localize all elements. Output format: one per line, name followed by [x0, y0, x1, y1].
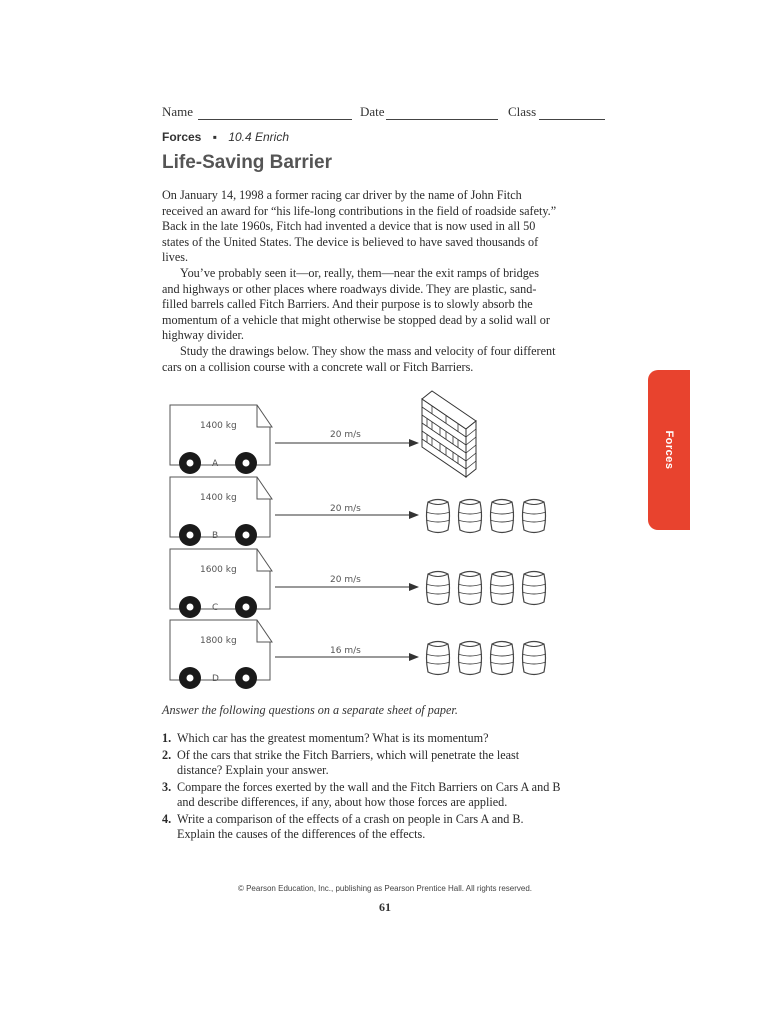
car-b-barrier-4	[522, 500, 546, 533]
car-d-truck-drawing	[170, 620, 272, 689]
car-c-barrier-1	[426, 572, 450, 605]
chapter-name: Forces	[162, 130, 202, 144]
date-label: Date	[360, 104, 385, 119]
car-a-mass: 1400 kg	[200, 421, 237, 431]
car-d	[170, 620, 546, 689]
question-item	[162, 731, 562, 747]
question-text: Write a comparison of the effects of a crash on people in Cars A and B. Explain the causes of the differences of the effects.	[177, 811, 524, 841]
question-number: 4.	[162, 811, 172, 826]
car-b-velocity: 20 m/s	[330, 504, 361, 514]
car-c	[170, 549, 546, 618]
paragraph-2: You’ve probably seen it—or, really, them—near the exit ramps of bridges and highways or other places where roadways divide. They are plastic, sand-filled barrels called Fitch Barriers. And their purpose is to slowly absorb the momentum of a vehicle that might otherwise be stopped dead by a solid wall or highway divider.	[162, 266, 550, 343]
collision-diagram	[160, 385, 560, 690]
instructions: Answer the following questions on a separate sheet of paper.	[162, 703, 458, 717]
car-a-truck-drawing	[170, 405, 272, 474]
question-text: Compare the forces exerted by the wall and the Fitch Barriers on Cars A and B and describe differences, if any, about how those forces are applied.	[177, 779, 561, 809]
car-c-truck-drawing	[170, 549, 272, 618]
car-c-barrier-4	[522, 572, 546, 605]
car-a-label: A	[212, 459, 219, 469]
car-d-barrier-1	[426, 642, 450, 675]
car-d-label: D	[212, 674, 219, 684]
car-d-barrier-4	[522, 642, 546, 675]
worksheet-header	[162, 104, 607, 124]
separator-bullet: ▪	[212, 130, 217, 144]
car-b-truck-drawing	[170, 477, 272, 546]
question-list	[162, 731, 562, 844]
car-d-mass: 1800 kg	[200, 636, 237, 646]
class-label: Class	[508, 104, 537, 119]
topic-line	[162, 130, 289, 144]
question-text: Of the cars that strike the Fitch Barriers, which will penetrate the least distance? Explain your answer.	[177, 747, 520, 777]
question-number: 1.	[162, 731, 172, 745]
concrete-wall	[422, 391, 476, 477]
paragraph-3: Study the drawings below. They show the mass and velocity of four different cars on a collision course with a concrete wall or Fitch Barriers.	[162, 344, 556, 374]
page-number: 61	[379, 900, 391, 914]
question-item	[162, 780, 562, 811]
car-c-barrier-2	[458, 572, 482, 605]
question-number: 3.	[162, 779, 172, 794]
chapter-side-tab	[648, 370, 690, 530]
question-item	[162, 812, 562, 843]
question-number: 2.	[162, 747, 172, 762]
name-field[interactable]	[198, 119, 352, 120]
paragraph-1: On January 14, 1998 a former racing car driver by the name of John Fitch received an award for “his life-long contributions in the field of roadside safety.” Back in the late 1960s, Fitch had invented a device that is now used in all 50 states of the United States. The device is believed to have saved thousands of lives.	[162, 188, 557, 265]
car-d-velocity: 16 m/s	[330, 646, 361, 656]
car-a-velocity: 20 m/s	[330, 430, 361, 440]
car-b-barrier-3	[490, 500, 514, 533]
car-c-mass: 1600 kg	[200, 565, 237, 575]
copyright-footer: © Pearson Education, Inc., publishing as Pearson Prentice Hall. All rights reserved.	[237, 884, 533, 893]
car-b-barrier-2	[458, 500, 482, 533]
side-tab-label: Forces	[663, 430, 675, 470]
date-field[interactable]	[386, 119, 498, 120]
car-b-label: B	[212, 531, 219, 541]
car-c-velocity: 20 m/s	[330, 575, 361, 585]
car-a	[170, 405, 418, 474]
page-title: Life-Saving Barrier	[162, 152, 332, 173]
class-field[interactable]	[539, 119, 605, 120]
car-c-barrier-3	[490, 572, 514, 605]
car-c-label: C	[212, 603, 219, 613]
car-b-mass: 1400 kg	[200, 493, 237, 503]
car-b-barrier-1	[426, 500, 450, 533]
question-item	[162, 748, 562, 779]
question-text: Which car has the greatest momentum? What is its momentum?	[177, 731, 489, 745]
section-name: 10.4 Enrich	[228, 130, 290, 144]
car-d-barrier-3	[490, 642, 514, 675]
car-d-barrier-2	[458, 642, 482, 675]
car-b	[170, 477, 546, 546]
name-label: Name	[162, 104, 194, 119]
